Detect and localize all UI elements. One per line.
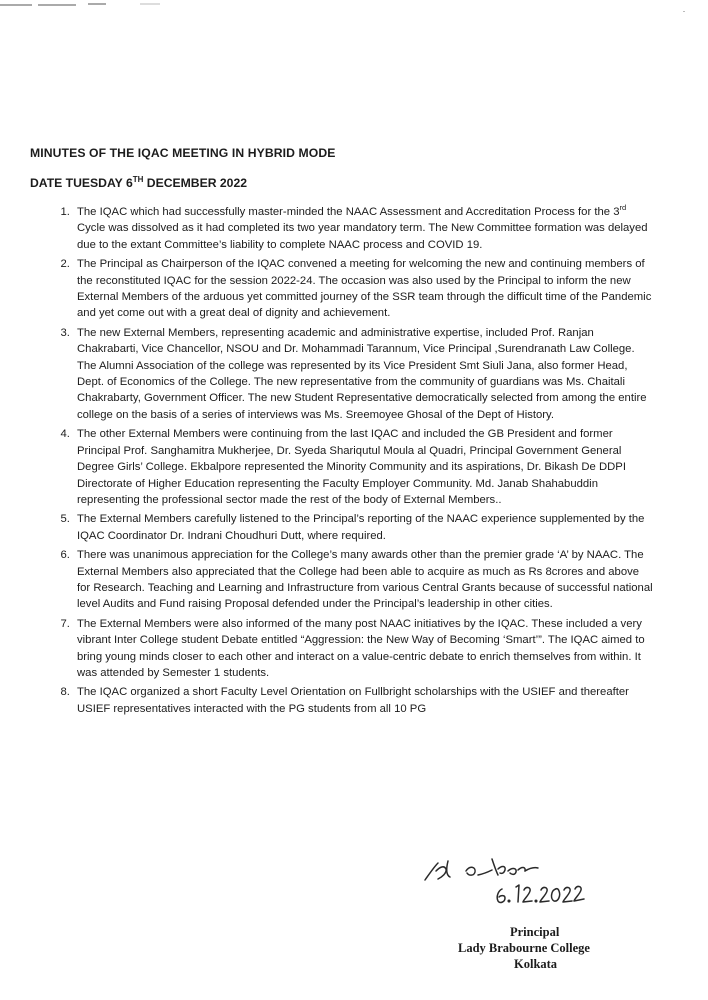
minute-item-2: 2. The Principal as Chairperson of the IQAC convened a meeting for welcoming the new and continuing members of the reconstituted IQAC for the session 2022-24. The occasion was also used by the Principal to inform the new External Members of the arduous yet committed journey of the SSR team through the difficult time of the Pandemic and yet come out with a great deal of dignity and achievement. — [73, 256, 653, 322]
signature-block — [420, 855, 620, 995]
handwritten-signature — [420, 855, 610, 927]
minute-item-4: 4. The other External Members were continuing from the last IQAC and included the GB President and former Principal Prof. Sanghamitra Mukherjee, Dr. Syeda Shariqutul Moula al Quadri, Principal Government General Degree Girls’ College. Ekbalpore represented the Minority Community and its aspirations, Dr. Bikash De DDPI Directorate of Higher Education representing the Faculty Employer Community. Md. Janab Shahabuddin representing the professional sector made the rest of the body of External Members.. — [73, 426, 653, 508]
minute-item-8: 8. The IQAC organized a short Faculty Level Orientation on Fullbright scholarships with the USIEF and thereafter USIEF representatives interacted with the PG students from all 10 PG — [73, 684, 653, 717]
minute-item-1-text-a: The IQAC which had successfully master-minded the NAAC Assessment and Accreditation Process for the 3 — [77, 206, 620, 218]
minute-item-3: 3. The new External Members, representing academic and administrative expertise, included Prof. Ranjan Chakrabarti, Vice Chancellor, NSOU and Dr. Mohammadi Tarannum, Vice Principal ,Surendranath Law College. The Alumni Association of the college was represented by its Vice President Smt Siuli Jana, also former Head, Dept. of Economics of the College. The new representative from the community of guardians was Ms. Chaitali Chakrabarty, Government Officer. The new Student Representative democratically selected from among the entire college on the basis of a series of interviews was Ms. Sreemoyee Ghosal of the Dept of History. — [73, 325, 653, 423]
meeting-date — [30, 175, 247, 190]
date-suffix: DECEMBER 2022 — [143, 176, 248, 191]
signatory-college: Lady Brabourne College — [458, 941, 590, 955]
document-title: MINUTES OF THE IQAC MEETING IN HYBRID MODE — [30, 146, 336, 160]
minute-item-7: 7. The External Members were also informed of the many post NAAC initiatives by the IQAC. These included a very vibrant Inter College student Debate entitled “Aggression: the New Way of Becoming ‘Smart’”. The IQAC aimed to bring young minds closer to each other and interact on a value-centric debate to enrich themselves from within. It was attended by Semester 1 students. — [73, 616, 653, 682]
signatory-city: Kolkata — [514, 957, 558, 971]
date-ordinal: TH — [132, 175, 144, 184]
minute-item-5: 5. The External Members carefully listened to the Principal’s reporting of the NAAC experience supplemented by the IQAC Coordinator Dr. Indrani Choudhuri Dutt, where required. — [73, 511, 653, 544]
minutes-list — [47, 204, 653, 720]
signatory-role: Principal — [510, 925, 560, 939]
minute-item-1-ordinal: rd — [619, 203, 627, 213]
minute-item-1-text-b: Cycle was dissolved as it had completed its two year mandatory term. The New Committee formation was delayed due to the extant Committee’s liability to complete NAAC process and COVID 19. — [77, 222, 648, 251]
minute-item-1 — [73, 204, 653, 253]
scan-artifact-marks — [0, 0, 708, 12]
minute-item-6: 6. There was unanimous appreciation for the College’s many awards other than the premier grade ‘A’ by NAAC. The External Members also appreciated that the College had been able to acquire as much as Rs 8crores and above for Research. Teaching and Learning and Infrastructure from various Central Grants because of successful national level Audits and Fund raising Proposal defended under the Principal’s leadership in other cities. — [73, 547, 653, 613]
date-prefix: DATE TUESDAY 6 — [30, 176, 133, 191]
